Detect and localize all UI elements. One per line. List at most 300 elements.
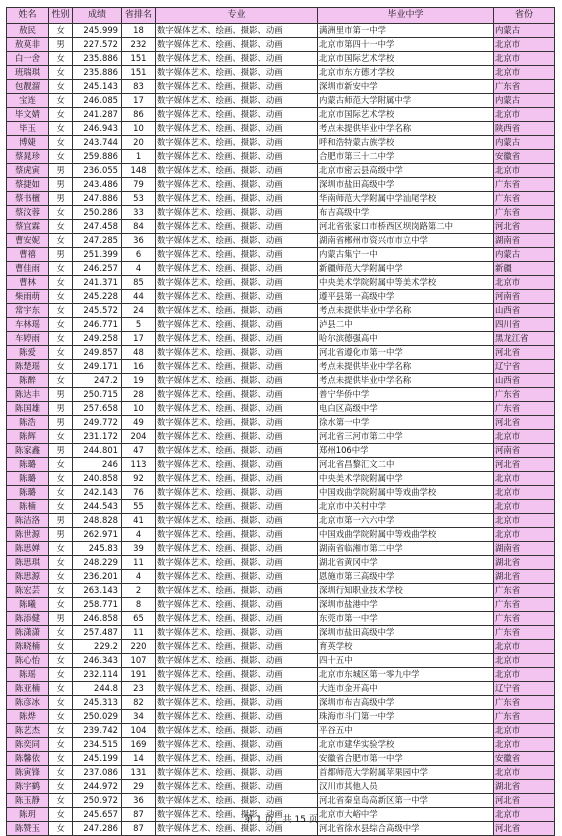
cell-name: 陈楠 <box>7 500 49 514</box>
cell-school: 北京市第四十一中学 <box>318 38 494 52</box>
cell-major: 数字媒体艺术、绘画、摄影、动画 <box>156 528 318 542</box>
cell-gender: 女 <box>49 668 73 682</box>
cell-rank: 86 <box>122 108 156 122</box>
cell-score: 249.258 <box>73 332 122 346</box>
cell-gender: 女 <box>49 346 73 360</box>
cell-score: 246.085 <box>73 94 122 108</box>
cell-school: 电白区高级中学 <box>318 402 494 416</box>
cell-rank: 14 <box>122 752 156 766</box>
table-row <box>7 570 555 584</box>
cell-score: 242.143 <box>73 486 122 500</box>
cell-score: 247.285 <box>73 234 122 248</box>
cell-major: 数字媒体艺术、绘画、摄影、动画 <box>156 80 318 94</box>
cell-gender: 女 <box>49 318 73 332</box>
header-province: 省份 <box>494 8 555 24</box>
cell-name: 陈赞玉 <box>7 822 49 836</box>
cell-score: 234.515 <box>73 738 122 752</box>
table-row <box>7 794 555 808</box>
cell-major: 数字媒体艺术、绘画、摄影、动画 <box>156 444 318 458</box>
cell-school: 湖南省临湘市第二中学 <box>318 542 494 556</box>
cell-major: 数字媒体艺术、绘画、摄影、动画 <box>156 136 318 150</box>
table-row <box>7 374 555 388</box>
cell-gender: 女 <box>49 220 73 234</box>
cell-school: 深圳市布吉高级中学 <box>318 696 494 710</box>
cell-province: 北京市 <box>494 276 555 290</box>
table-row <box>7 556 555 570</box>
cell-major: 数字媒体艺术、绘画、摄影、动画 <box>156 542 318 556</box>
cell-province: 广东省 <box>494 206 555 220</box>
cell-rank: 83 <box>122 80 156 94</box>
cell-major: 数字媒体艺术、绘画、摄影、动画 <box>156 276 318 290</box>
cell-score: 248.229 <box>73 556 122 570</box>
cell-province: 北京市 <box>494 766 555 780</box>
cell-rank: 23 <box>122 682 156 696</box>
header-major: 专业 <box>156 8 318 24</box>
cell-name: 陈宇鹤 <box>7 780 49 794</box>
cell-score: 248.828 <box>73 514 122 528</box>
cell-rank: 76 <box>122 486 156 500</box>
table-row <box>7 598 555 612</box>
cell-rank: 8 <box>122 598 156 612</box>
table-row <box>7 304 555 318</box>
cell-gender: 男 <box>49 528 73 542</box>
cell-school: 北京市国际艺术学校 <box>318 52 494 66</box>
cell-rank: 39 <box>122 542 156 556</box>
cell-school: 内蒙古集宁一中 <box>318 248 494 262</box>
cell-province: 广东省 <box>494 178 555 192</box>
cell-rank: 84 <box>122 220 156 234</box>
cell-major: 数字媒体艺术、绘画、摄影、动画 <box>156 752 318 766</box>
cell-name: 陈爱 <box>7 346 49 360</box>
cell-score: 244.972 <box>73 780 122 794</box>
cell-gender: 女 <box>49 332 73 346</box>
cell-rank: 232 <box>122 38 156 52</box>
table-row <box>7 710 555 724</box>
cell-school: 徐水第一中学 <box>318 416 494 430</box>
cell-name: 曹禧 <box>7 248 49 262</box>
cell-major: 数字媒体艺术、绘画、摄影、动画 <box>156 780 318 794</box>
cell-major: 数字媒体艺术、绘画、摄影、动画 <box>156 164 318 178</box>
table-row <box>7 668 555 682</box>
cell-score: 247.886 <box>73 192 122 206</box>
cell-gender: 女 <box>49 290 73 304</box>
cell-name: 陈烨 <box>7 710 49 724</box>
header-school: 毕业中学 <box>318 8 494 24</box>
cell-name: 陈世源 <box>7 528 49 542</box>
table-row <box>7 164 555 178</box>
cell-province: 广东省 <box>494 402 555 416</box>
cell-major: 数字媒体艺术、绘画、摄影、动画 <box>156 94 318 108</box>
cell-rank: 85 <box>122 276 156 290</box>
cell-gender: 女 <box>49 206 73 220</box>
table-row <box>7 542 555 556</box>
cell-gender: 男 <box>49 192 73 206</box>
cell-gender: 女 <box>49 556 73 570</box>
cell-school: 中国戏曲学院附属中等戏曲学校 <box>318 486 494 500</box>
cell-school: 考点未提供毕业中学名称 <box>318 374 494 388</box>
header-rank: 省排名 <box>122 8 156 24</box>
cell-province: 内蒙古 <box>494 24 555 38</box>
cell-gender: 女 <box>49 472 73 486</box>
cell-name: 白一舍 <box>7 52 49 66</box>
cell-name: 曹佳雨 <box>7 262 49 276</box>
cell-score: 237.086 <box>73 766 122 780</box>
cell-rank: 65 <box>122 612 156 626</box>
cell-school: 四十五中 <box>318 654 494 668</box>
cell-province: 内蒙古 <box>494 136 555 150</box>
cell-school: 北京市国际艺术学校 <box>318 108 494 122</box>
cell-province: 湖南省 <box>494 542 555 556</box>
cell-rank: 17 <box>122 332 156 346</box>
cell-gender: 男 <box>49 612 73 626</box>
cell-score: 245.999 <box>73 24 122 38</box>
cell-rank: 44 <box>122 290 156 304</box>
cell-rank: 104 <box>122 724 156 738</box>
cell-gender: 女 <box>49 458 73 472</box>
cell-score: 263.143 <box>73 584 122 598</box>
cell-gender: 男 <box>49 388 73 402</box>
cell-score: 247.458 <box>73 220 122 234</box>
cell-name: 陈馨依 <box>7 752 49 766</box>
cell-rank: 4 <box>122 570 156 584</box>
cell-province: 山西省 <box>494 304 555 318</box>
cell-school: 郑州106中学 <box>318 444 494 458</box>
cell-major: 数字媒体艺术、绘画、摄影、动画 <box>156 738 318 752</box>
table-row <box>7 458 555 472</box>
cell-score: 241.371 <box>73 276 122 290</box>
cell-school: 北京市大峪中学 <box>318 808 494 822</box>
cell-score: 246.943 <box>73 122 122 136</box>
cell-rank: 4 <box>122 262 156 276</box>
cell-province: 河南省 <box>494 290 555 304</box>
cell-score: 239.742 <box>73 724 122 738</box>
cell-score: 249.772 <box>73 416 122 430</box>
cell-gender: 女 <box>49 542 73 556</box>
table-row <box>7 360 555 374</box>
cell-province: 河北省 <box>494 416 555 430</box>
cell-school: 深圳行知职业技术学校 <box>318 584 494 598</box>
cell-score: 257.487 <box>73 626 122 640</box>
cell-major: 数字媒体艺术、绘画、摄影、动画 <box>156 808 318 822</box>
table-row <box>7 654 555 668</box>
cell-school: 深圳市盐田高级中学 <box>318 178 494 192</box>
cell-province: 辽宁省 <box>494 360 555 374</box>
cell-major: 数字媒体艺术、绘画、摄影、动画 <box>156 822 318 836</box>
cell-rank: 20 <box>122 136 156 150</box>
cell-name: 陈潇潇 <box>7 626 49 640</box>
cell-province: 湖北省 <box>494 780 555 794</box>
cell-name: 陈辉 <box>7 430 49 444</box>
cell-major: 数字媒体艺术、绘画、摄影、动画 <box>156 150 318 164</box>
cell-province: 北京市 <box>494 52 555 66</box>
cell-score: 246.257 <box>73 262 122 276</box>
cell-major: 数字媒体艺术、绘画、摄影、动画 <box>156 346 318 360</box>
cell-gender: 男 <box>49 444 73 458</box>
table-row <box>7 682 555 696</box>
cell-major: 数字媒体艺术、绘画、摄影、动画 <box>156 290 318 304</box>
cell-province: 广东省 <box>494 696 555 710</box>
cell-major: 数字媒体艺术、绘画、摄影、动画 <box>156 584 318 598</box>
cell-name: 柴雨萌 <box>7 290 49 304</box>
cell-name: 陈奕同 <box>7 738 49 752</box>
table-row <box>7 486 555 500</box>
cell-school: 哈尔滨德强高中 <box>318 332 494 346</box>
cell-province: 内蒙古 <box>494 94 555 108</box>
cell-school: 布吉高级中学 <box>318 206 494 220</box>
cell-major: 数字媒体艺术、绘画、摄影、动画 <box>156 556 318 570</box>
cell-name: 陈家鑫 <box>7 444 49 458</box>
cell-gender: 女 <box>49 822 73 836</box>
cell-score: 243.486 <box>73 178 122 192</box>
table-row <box>7 752 555 766</box>
cell-province: 北京市 <box>494 738 555 752</box>
cell-rank: 151 <box>122 52 156 66</box>
cell-school: 河北省三河市第二中学 <box>318 430 494 444</box>
cell-score: 245.199 <box>73 752 122 766</box>
cell-school: 北京市东城区第一零九中学 <box>318 668 494 682</box>
cell-score: 245.657 <box>73 808 122 822</box>
table-row <box>7 500 555 514</box>
cell-major: 数字媒体艺术、绘画、摄影、动画 <box>156 710 318 724</box>
cell-name: 蔡宜霖 <box>7 220 49 234</box>
cell-major: 数字媒体艺术、绘画、摄影、动画 <box>156 220 318 234</box>
cell-rank: 55 <box>122 500 156 514</box>
cell-name: 毕玉 <box>7 122 49 136</box>
cell-score: 249.171 <box>73 360 122 374</box>
cell-gender: 女 <box>49 94 73 108</box>
cell-major: 数字媒体艺术、绘画、摄影、动画 <box>156 472 318 486</box>
cell-major: 数字媒体艺术、绘画、摄影、动画 <box>156 108 318 122</box>
cell-name: 陈楚瑶 <box>7 360 49 374</box>
cell-score: 244.8 <box>73 682 122 696</box>
table-row <box>7 122 555 136</box>
cell-province: 四川省 <box>494 318 555 332</box>
cell-gender: 女 <box>49 794 73 808</box>
cell-rank: 28 <box>122 388 156 402</box>
cell-gender: 女 <box>49 654 73 668</box>
cell-province: 北京市 <box>494 486 555 500</box>
cell-gender: 女 <box>49 570 73 584</box>
cell-rank: 220 <box>122 640 156 654</box>
cell-gender: 女 <box>49 66 73 80</box>
cell-province: 湖北省 <box>494 556 555 570</box>
cell-score: 245.228 <box>73 290 122 304</box>
cell-rank: 19 <box>122 374 156 388</box>
cell-rank: 36 <box>122 794 156 808</box>
cell-rank: 204 <box>122 430 156 444</box>
cell-gender: 女 <box>49 108 73 122</box>
cell-name: 陈国雄 <box>7 402 49 416</box>
cell-school: 河北省昌黎汇文二中 <box>318 458 494 472</box>
cell-score: 246.771 <box>73 318 122 332</box>
student-table-sheet <box>6 7 554 836</box>
cell-name: 陈寅锋 <box>7 766 49 780</box>
cell-gender: 男 <box>49 178 73 192</box>
cell-major: 数字媒体艺术、绘画、摄影、动画 <box>156 514 318 528</box>
cell-school: 育英学校 <box>318 640 494 654</box>
cell-score: 262.971 <box>73 528 122 542</box>
cell-name: 陈醉 <box>7 374 49 388</box>
cell-province: 安徽省 <box>494 150 555 164</box>
cell-major: 数字媒体艺术、绘画、摄影、动画 <box>156 640 318 654</box>
cell-major: 数字媒体艺术、绘画、摄影、动画 <box>156 794 318 808</box>
cell-score: 235.886 <box>73 52 122 66</box>
cell-school: 北京市密云县高级中学 <box>318 164 494 178</box>
cell-gender: 女 <box>49 150 73 164</box>
cell-name: 曹林 <box>7 276 49 290</box>
cell-province: 广东省 <box>494 80 555 94</box>
cell-major: 数字媒体艺术、绘画、摄影、动画 <box>156 234 318 248</box>
cell-name: 毕文婧 <box>7 108 49 122</box>
cell-name: 常宇东 <box>7 304 49 318</box>
cell-major: 数字媒体艺术、绘画、摄影、动画 <box>156 24 318 38</box>
table-row <box>7 472 555 486</box>
cell-rank: 49 <box>122 416 156 430</box>
cell-school: 新疆师范大学附属中学 <box>318 262 494 276</box>
cell-school: 合肥市第三十二中学 <box>318 150 494 164</box>
cell-rank: 16 <box>122 360 156 374</box>
cell-gender: 女 <box>49 360 73 374</box>
table-row <box>7 766 555 780</box>
cell-name: 蔡书檀 <box>7 192 49 206</box>
cell-score: 246 <box>73 458 122 472</box>
table-row <box>7 696 555 710</box>
cell-score: 244.801 <box>73 444 122 458</box>
cell-score: 258.771 <box>73 598 122 612</box>
cell-score: 227.572 <box>73 38 122 52</box>
cell-province: 山西省 <box>494 374 555 388</box>
cell-gender: 女 <box>49 710 73 724</box>
cell-major: 数字媒体艺术、绘画、摄影、动画 <box>156 570 318 584</box>
cell-gender: 女 <box>49 640 73 654</box>
cell-major: 数字媒体艺术、绘画、摄影、动画 <box>156 416 318 430</box>
cell-province: 北京市 <box>494 38 555 52</box>
cell-name: 陈思婵 <box>7 542 49 556</box>
table-row <box>7 430 555 444</box>
cell-name: 班瑞琪 <box>7 66 49 80</box>
cell-name: 陈添健 <box>7 612 49 626</box>
cell-school: 恩施市第三高级中学 <box>318 570 494 584</box>
cell-name: 曹安妮 <box>7 234 49 248</box>
cell-score: 245.143 <box>73 80 122 94</box>
table-row <box>7 178 555 192</box>
cell-province: 北京市 <box>494 640 555 654</box>
cell-score: 259.886 <box>73 150 122 164</box>
cell-school: 中国戏曲学院附属中等戏曲学校 <box>318 528 494 542</box>
cell-rank: 17 <box>122 94 156 108</box>
cell-major: 数字媒体艺术、绘画、摄影、动画 <box>156 598 318 612</box>
cell-gender: 女 <box>49 374 73 388</box>
cell-province: 河北省 <box>494 794 555 808</box>
table-row <box>7 290 555 304</box>
cell-name: 陈瑶 <box>7 668 49 682</box>
cell-rank: 24 <box>122 304 156 318</box>
cell-rank: 4 <box>122 528 156 542</box>
table-row <box>7 388 555 402</box>
cell-gender: 女 <box>49 486 73 500</box>
cell-score: 243.744 <box>73 136 122 150</box>
cell-school: 首都师范大学附属苹果园中学 <box>318 766 494 780</box>
table-row <box>7 220 555 234</box>
cell-name: 陈玥 <box>7 808 49 822</box>
cell-score: 250.286 <box>73 206 122 220</box>
cell-major: 数字媒体艺术、绘画、摄影、动画 <box>156 500 318 514</box>
cell-gender: 女 <box>49 136 73 150</box>
cell-rank: 82 <box>122 696 156 710</box>
cell-rank: 41 <box>122 514 156 528</box>
cell-province: 河北省 <box>494 822 555 836</box>
cell-major: 数字媒体艺术、绘画、摄影、动画 <box>156 612 318 626</box>
cell-score: 250.029 <box>73 710 122 724</box>
table-row <box>7 136 555 150</box>
cell-province: 北京市 <box>494 66 555 80</box>
cell-province: 内蒙古 <box>494 248 555 262</box>
cell-school: 河北省张家口市桥西区坝岗路第二中 <box>318 220 494 234</box>
cell-school: 河北省遵化市第一中学 <box>318 346 494 360</box>
header-row <box>7 8 555 24</box>
cell-score: 251.399 <box>73 248 122 262</box>
cell-rank: 131 <box>122 766 156 780</box>
table-row <box>7 780 555 794</box>
table-row <box>7 332 555 346</box>
cell-name: 蔡汶蓉 <box>7 206 49 220</box>
cell-province: 北京市 <box>494 724 555 738</box>
table-row <box>7 444 555 458</box>
cell-gender: 女 <box>49 80 73 94</box>
cell-major: 数字媒体艺术、绘画、摄影、动画 <box>156 724 318 738</box>
cell-score: 229.2 <box>73 640 122 654</box>
cell-province: 北京市 <box>494 500 555 514</box>
cell-score: 250.715 <box>73 388 122 402</box>
cell-rank: 191 <box>122 668 156 682</box>
cell-name: 陈曦 <box>7 598 49 612</box>
cell-score: 250.972 <box>73 794 122 808</box>
header-score: 成绩 <box>73 8 122 24</box>
table-row <box>7 192 555 206</box>
cell-school: 大连市金开高中 <box>318 682 494 696</box>
cell-rank: 34 <box>122 710 156 724</box>
cell-name: 陈亚楠 <box>7 682 49 696</box>
cell-major: 数字媒体艺术、绘画、摄影、动画 <box>156 318 318 332</box>
cell-school: 考点未提供毕业中学名称 <box>318 304 494 318</box>
cell-school: 河北省秦皇岛高新区第一中学 <box>318 794 494 808</box>
cell-school: 湖南省郴州市资兴市市立中学 <box>318 234 494 248</box>
cell-gender: 男 <box>49 38 73 52</box>
cell-name: 陈璐 <box>7 458 49 472</box>
cell-gender: 女 <box>49 262 73 276</box>
cell-major: 数字媒体艺术、绘画、摄影、动画 <box>156 66 318 80</box>
cell-gender: 男 <box>49 514 73 528</box>
table-row <box>7 94 555 108</box>
cell-province: 广东省 <box>494 598 555 612</box>
cell-gender: 女 <box>49 682 73 696</box>
table-row <box>7 584 555 598</box>
cell-province: 辽宁省 <box>494 682 555 696</box>
cell-gender: 女 <box>49 626 73 640</box>
cell-province: 广东省 <box>494 710 555 724</box>
table-row <box>7 612 555 626</box>
cell-score: 240.858 <box>73 472 122 486</box>
cell-major: 数字媒体艺术、绘画、摄影、动画 <box>156 206 318 220</box>
cell-gender: 女 <box>49 430 73 444</box>
cell-province: 北京市 <box>494 472 555 486</box>
cell-school: 呼和浩特蒙古族学校 <box>318 136 494 150</box>
cell-name: 车林瑶 <box>7 318 49 332</box>
table-row <box>7 416 555 430</box>
table-row <box>7 528 555 542</box>
cell-major: 数字媒体艺术、绘画、摄影、动画 <box>156 654 318 668</box>
table-row <box>7 514 555 528</box>
